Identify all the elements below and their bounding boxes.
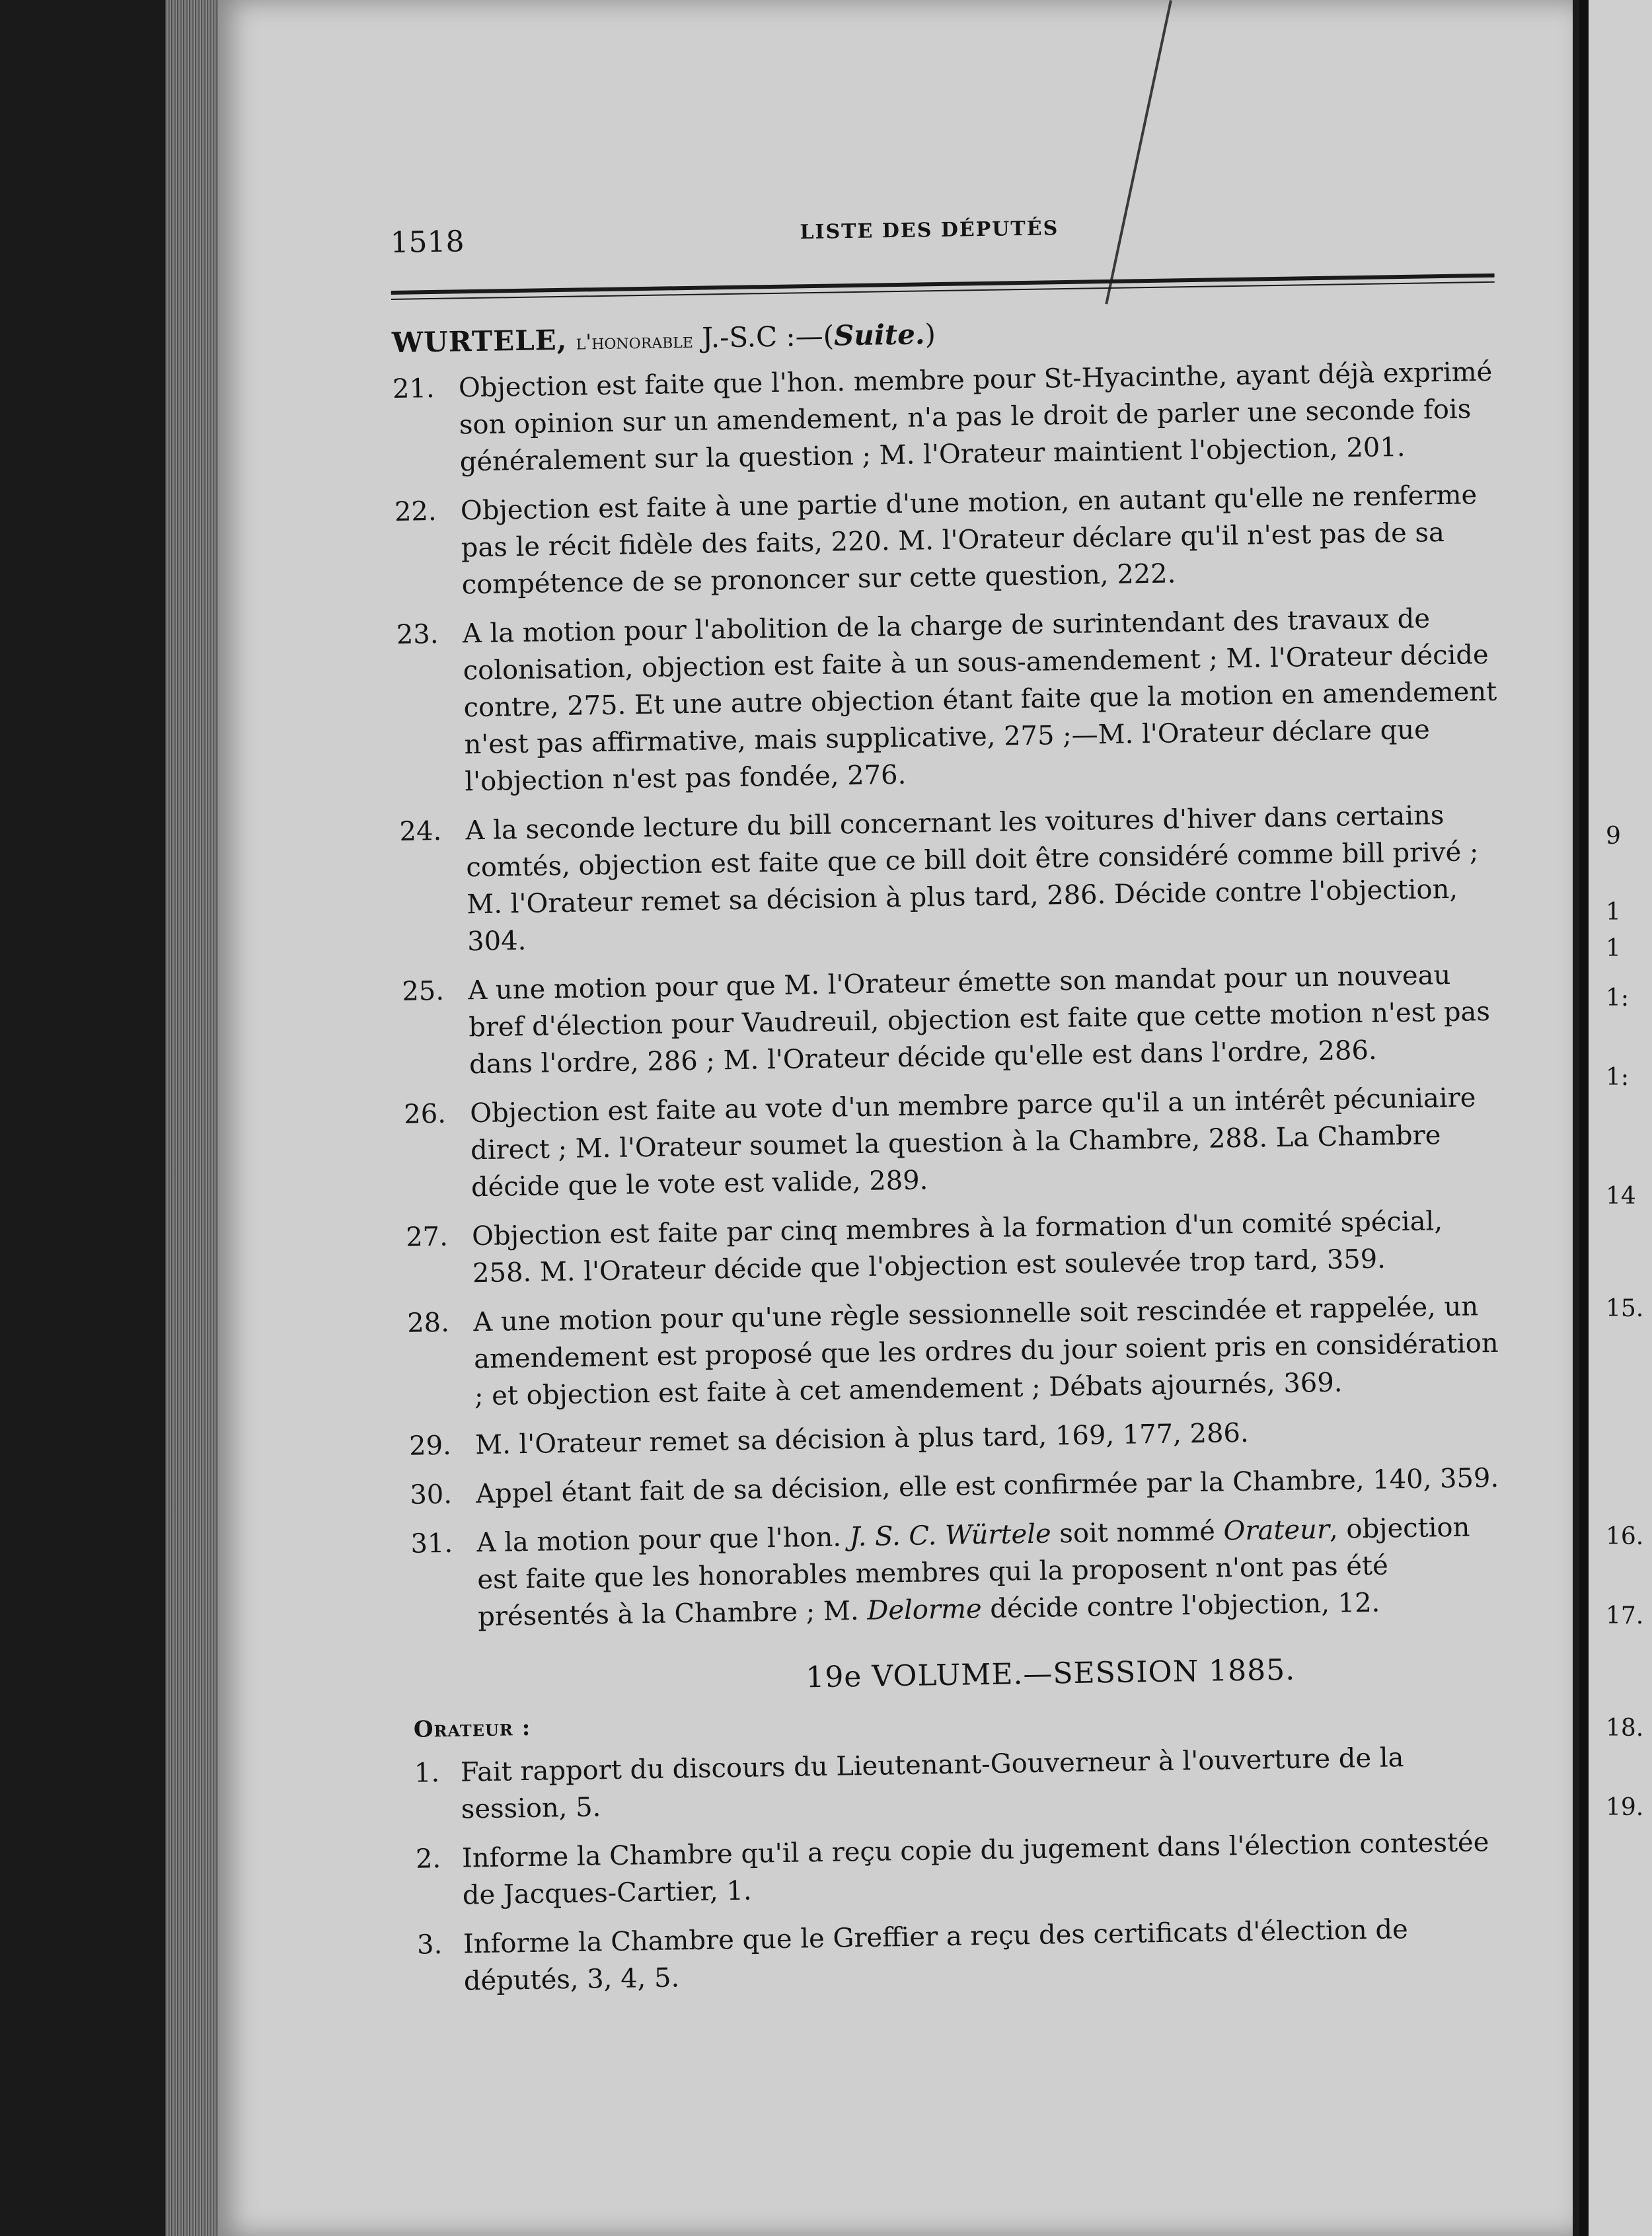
list-item [394, 476, 1499, 605]
adjacent-page-fragment: 18. [1606, 1715, 1644, 1742]
item-number: 26. [403, 1098, 447, 1130]
item-number: 25. [402, 975, 445, 1007]
item-number: 28. [406, 1307, 450, 1339]
list-item [406, 1202, 1511, 1293]
item-number: 29. [408, 1430, 452, 1462]
list-item [416, 1823, 1521, 1914]
adjacent-page-fragment: 16. [1606, 1523, 1644, 1550]
item-text [476, 1509, 1515, 1636]
item-text: Fait rapport du discours du Lieutenant-Gouverneur à l'ouverture de la session, 5. [460, 1742, 1404, 1825]
item-number: 27. [405, 1221, 449, 1253]
item-number: 23. [396, 618, 439, 650]
item-text-italic-name: J. S. C. Würtele [849, 1518, 1052, 1553]
section-heading [392, 309, 1496, 359]
item-number: 1. [414, 1758, 440, 1789]
list-item [414, 1737, 1519, 1828]
item-number: 24. [399, 815, 442, 847]
list-item [404, 1079, 1509, 1207]
list-item [409, 1411, 1513, 1465]
item-text-italic-role: Orateur [1223, 1514, 1330, 1547]
heading-close: ) [924, 318, 936, 351]
item-text-part: , objection est faite que les honorables membres qui la proposent n'ont pas été présentés à la Chambre ; M. [477, 1512, 1470, 1633]
adjacent-page-fragment: 1: [1606, 985, 1630, 1012]
item-text-italic-delorme: Delorme [866, 1594, 982, 1626]
list-item [410, 1460, 1514, 1514]
list-item [407, 1288, 1512, 1416]
item-text: Objection est faite que l'hon. membre pour St-Hyacinthe, ayant déjà exprimé son opinion sur un amendement, n'a pas le droit de parler une seconde fois généralement sur la question ; M. l'Orateur maintient l'objection, 201. [458, 356, 1493, 478]
adjacent-page-fragment: 14 [1606, 1183, 1636, 1210]
volume-title: 19e VOLUME.—SESSION 1885. [805, 1653, 1296, 1695]
adjacent-page-fragment: 17. [1606, 1602, 1644, 1629]
page-content [390, 201, 1521, 2001]
item-text: A une motion pour qu'une règle sessionnelle soit rescindée et rappelée, un amendement est proposé que les ordres du jour soient pris en considération ; et objection est faite à cet amendement ; Débats ajournés, 369. [472, 1291, 1499, 1412]
adjacent-page-fragment: 9 [1606, 823, 1621, 850]
adjacent-page [1579, 0, 1652, 2236]
adjacent-page-fragment: 1 [1606, 899, 1621, 926]
adjacent-page-fragment: 1 [1606, 935, 1621, 962]
list-item [396, 599, 1502, 801]
heading-suite: Suite. [833, 318, 925, 352]
item-text: A une motion pour que M. l'Orateur émette son mandat pour un nouveau bref d'élection pour Vaudreuil, objection est faite que cette motion n'est pas dans l'ordre, 286 ; M. l'Orateur décide qu'elle est dans l'ordre, 286. [468, 959, 1491, 1080]
item-text: Objection est faite par cinq membres à la formation d'un comité spécial, 258. M. l'Orateur décide que l'objection est soulevée trop tard, 359. [471, 1206, 1443, 1289]
item-number: 22. [394, 496, 437, 527]
item-text-part: décide contre l'objection, 12. [981, 1587, 1380, 1625]
item-text: Appel étant fait de sa décision, elle est confirmée par la Chambre, 140, 359. [475, 1462, 1499, 1510]
item-text: A la seconde lecture du bill concernant les voitures d'hiver dans certains comtés, objection est faite que ce bill doit être considéré comme bill privé ; M. l'Orateur remet sa décision à plus tard, 286. Décide contre l'objection, 304. [465, 800, 1479, 957]
item-number: 31. [410, 1528, 453, 1559]
section-label: Orateur : [413, 1714, 531, 1743]
item-text: Informe la Chambre que le Greffier a reçu des certificats d'élection de députés, 3, 4, 5. [463, 1914, 1409, 1997]
heading-name: WURTELE, [391, 323, 568, 359]
item-text-part: A la motion pour que l'hon. [476, 1522, 850, 1559]
heading-initials: J.-S.C :—( [701, 319, 835, 354]
item-text: Objection est faite au vote d'un membre parce qu'il a un intérêt pécuniaire direct ; M. l'Orateur soumet la question à la Chambre, 288. La Chambre décide que le vote est valide, 289. [469, 1082, 1476, 1203]
item-text: Objection est faite à une partie d'une motion, en autant qu'elle ne renferme pas le récit fidèle des faits, 220. M. l'Orateur déclare qu'il n'est pas de sa compétence de se prononcer sur cette question, 222. [460, 480, 1478, 601]
adjacent-page-fragment: 1: [1606, 1064, 1630, 1091]
list-item [393, 354, 1497, 482]
list-item [410, 1509, 1515, 1637]
item-number: 21. [392, 373, 435, 404]
heading-honorific: l'honorable [576, 327, 694, 355]
adjacent-page-fragment: 19. [1606, 1794, 1644, 1821]
list-item [402, 956, 1507, 1084]
item-text: A la motion pour l'abolition de la charge de surintendant des travaux de colonisation, objection est faite à un sous-amendement ; M. l'Orateur décide contre, 275. Et une autre objection étant faite que la motion en amendement n'est pas affirmative, mais supplicative, 275 ;—M. l'Orateur déclare que l'objection n'est pas fondée, 276. [462, 603, 1497, 798]
item-number: 30. [410, 1479, 453, 1510]
item-text-part: soit nommé [1051, 1516, 1224, 1549]
item-number: 3. [416, 1929, 443, 1960]
running-title: LISTE DES DÉPUTÉS [800, 217, 1059, 244]
list-item [399, 796, 1505, 961]
item-text: M. l'Orateur remet sa décision à plus tard, 169, 177, 286. [474, 1417, 1249, 1461]
adjacent-page-fragment: 15. [1606, 1295, 1644, 1322]
item-text: Informe la Chambre qu'il a reçu copie du jugement dans l'élection contestée de Jacques-Cartier, 1. [461, 1827, 1489, 1911]
item-number: 2. [415, 1844, 441, 1875]
page-number: 1518 [390, 225, 465, 260]
